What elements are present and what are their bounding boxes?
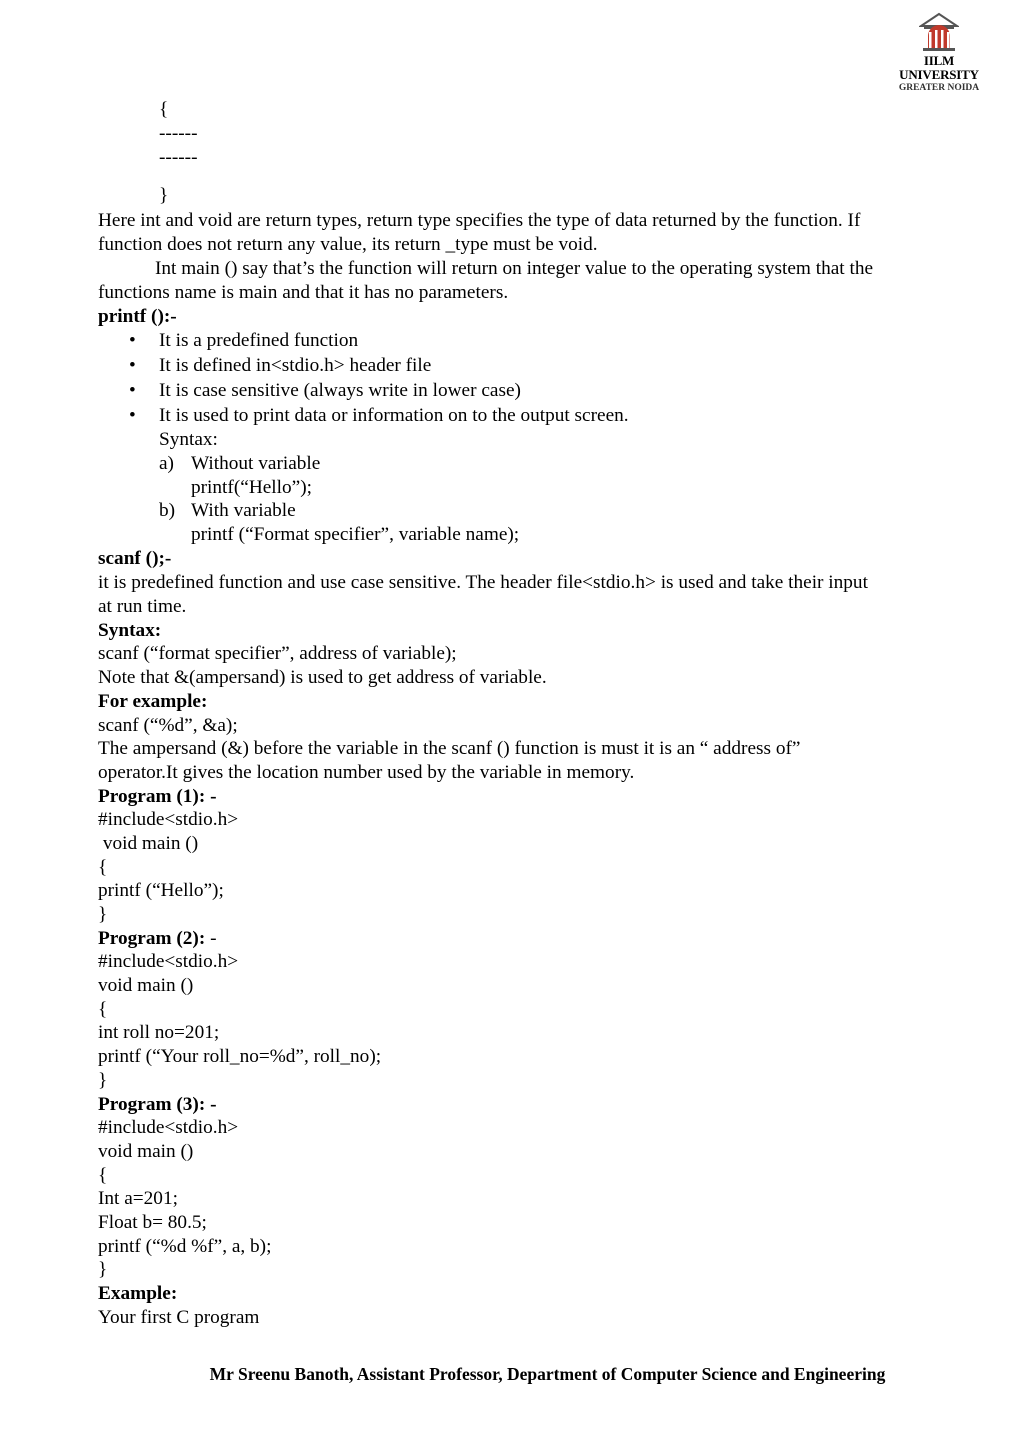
- code-placeholder: ------: [159, 147, 198, 168]
- bullet-item: • It is used to print data or information on to the output screen.: [159, 404, 629, 428]
- university-logo: [884, 12, 994, 93]
- bullet-item: • It is a predefined function: [159, 329, 358, 353]
- code-placeholder: ------: [159, 123, 198, 144]
- code-line: printf (“Format specifier”, variable name);: [191, 524, 520, 545]
- code-brace-close: }: [159, 185, 169, 206]
- code-line: {: [98, 857, 108, 878]
- code-line: {: [98, 1165, 108, 1186]
- example-heading: Example:: [98, 1283, 178, 1304]
- code-line: void main (): [98, 1141, 194, 1162]
- code-line: int roll no=201;: [98, 1022, 220, 1043]
- syntax-heading: Syntax:: [98, 620, 162, 641]
- code-line: printf(“Hello”);: [191, 477, 312, 498]
- code-line: }: [98, 904, 108, 925]
- paragraph-line: operator.It gives the location number used by the variable in memory.: [98, 762, 635, 783]
- paragraph-line: Note that &(ampersand) is used to get address of variable.: [98, 667, 547, 688]
- bullet-item: • It is case sensitive (always write in lower case): [159, 379, 521, 403]
- code-line: printf (“%d %f”, a, b);: [98, 1236, 272, 1257]
- example-heading: For example:: [98, 691, 208, 712]
- code-line: #include<stdio.h>: [98, 1117, 239, 1138]
- code-line: Int a=201;: [98, 1188, 178, 1209]
- page-footer: Mr Sreenu Banoth, Assistant Professor, Department of Computer Science and Engineering: [209, 1364, 886, 1384]
- code-line: }: [98, 1259, 108, 1280]
- code-line: scanf (“format specifier”, address of variable);: [98, 643, 457, 664]
- code-brace-open: {: [159, 99, 169, 120]
- paragraph-line: function does not return any value, its return _type must be void.: [98, 234, 598, 255]
- paragraph-line: functions name is main and that it has no parameters.: [98, 282, 509, 303]
- program-heading: Program (1): -: [98, 786, 217, 807]
- section-heading-scanf: scanf ();-: [98, 548, 172, 569]
- university-building-icon: [919, 12, 959, 52]
- list-marker: b): [159, 500, 176, 521]
- code-line: scanf (“%d”, &a);: [98, 715, 238, 736]
- program-heading-label: Program (2):: [98, 928, 206, 949]
- program-heading: [98, 927, 217, 951]
- paragraph-line: Your first C program: [98, 1307, 260, 1328]
- paragraph-line: it is predefined function and use case sensitive. The header file<stdio.h> is used and take their input: [98, 572, 868, 593]
- code-line: #include<stdio.h>: [98, 951, 239, 972]
- code-line: }: [98, 1070, 108, 1091]
- section-heading-printf: printf ():-: [98, 306, 177, 327]
- code-line: Float b= 80.5;: [98, 1212, 207, 1233]
- syntax-label: Syntax:: [159, 429, 218, 450]
- paragraph-line: Int main () say that’s the function will return on integer value to the operating system that the: [155, 258, 874, 279]
- list-item: Without variable: [191, 453, 321, 474]
- list-marker: a): [159, 453, 174, 474]
- program-heading-dash: -: [205, 928, 217, 949]
- paragraph-line: at run time.: [98, 596, 187, 617]
- logo-subtitle: GREATER NOIDA: [898, 83, 980, 93]
- paragraph-line: The ampersand (&) before the variable in the scanf () function is must it is an “ address of”: [98, 738, 801, 759]
- code-line: #include<stdio.h>: [98, 809, 239, 830]
- code-line: void main (): [98, 833, 199, 854]
- code-line: printf (“Hello”);: [98, 880, 224, 901]
- bullet-item: • It is defined in<stdio.h> header file: [159, 354, 431, 378]
- list-item: With variable: [191, 500, 296, 521]
- code-line: printf (“Your roll_no=%d”, roll_no);: [98, 1046, 382, 1067]
- code-line: {: [98, 999, 108, 1020]
- logo-name: IILM UNIVERSITY: [899, 53, 979, 82]
- code-line: void main (): [98, 975, 194, 996]
- program-heading: Program (3): -: [98, 1094, 217, 1115]
- paragraph-line: Here int and void are return types, return type specifies the type of data returned by the function. If: [98, 210, 861, 231]
